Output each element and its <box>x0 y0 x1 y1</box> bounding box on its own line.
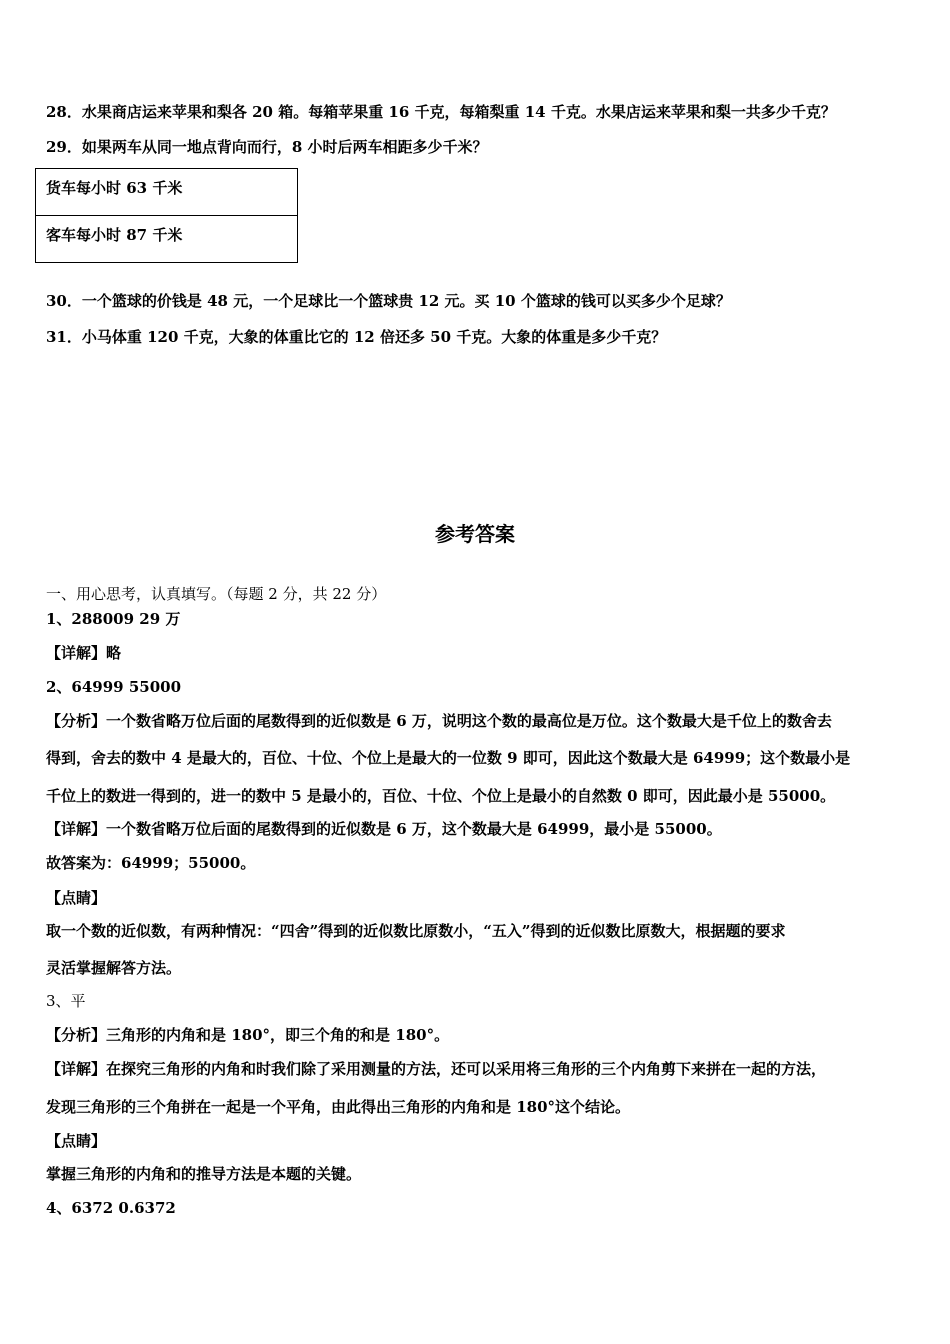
answer-3-point: 掌握三角形的内角和的推导方法是本题的关键。 <box>46 1165 362 1183</box>
answer-2-point-line-2: 灵活掌握解答方法。 <box>46 959 182 977</box>
question-29: 29．如果两车从同一地点背向而行，8 小时后两车相距多少千米？ <box>46 138 488 156</box>
answer-2-point-label: 【点睛】 <box>46 889 107 907</box>
answer-4: 4、6372 0.6372 <box>46 1199 176 1217</box>
question-28: 28．水果商店运来苹果和梨各 20 箱。每箱苹果重 16 千克，每箱梨重 14 千克。水果店运来苹果和梨一共多少千克？ <box>46 103 836 121</box>
answer-3-point-label: 【点睛】 <box>46 1132 107 1150</box>
table-row <box>36 169 298 216</box>
answer-3-detail-line-2: 发现三角形的三个角拼在一起是一个平角，由此得出三角形的内角和是 180°这个结论。 <box>46 1098 631 1116</box>
answers-title: 参考答案 <box>435 522 515 546</box>
answer-2-point-line-1: 取一个数的近似数，有两种情况：“四舍”得到的近似数比原数小，“五入”得到的近似数比原数大，根据题的要求 <box>46 922 786 940</box>
table-row <box>36 216 298 263</box>
answer-2-conclusion: 故答案为：64999；55000。 <box>46 854 256 872</box>
answer-2-analysis-line-3: 千位上的数进一得到的，进一的数中 5 是最小的，百位、十位、个位上是最小的自然数 0 即可，因此最小是 55000。 <box>46 787 836 805</box>
question-30: 30．一个篮球的价钱是 48 元，一个足球比一个篮球贵 12 元。买 10 个篮球的钱可以买多少个足球？ <box>46 292 731 310</box>
truck-speed-cell: 货车每小时 63 千米 <box>36 169 298 216</box>
answer-3-detail-line-1: 【详解】在探究三角形的内角和时我们除了采用测量的方法，还可以采用将三角形的三个内角剪下来拼在一起的方法， <box>46 1060 827 1078</box>
answer-1-detail: 【详解】略 <box>46 644 122 662</box>
bus-speed-cell: 客车每小时 87 千米 <box>36 216 298 263</box>
answer-2-analysis-line-2: 得到，舍去的数中 4 是最大的，百位、十位、个位上是最大的一位数 9 即可，因此这个数最大是 64999；这个数最小是 <box>46 749 851 767</box>
question-31: 31．小马体重 120 千克，大象的体重比它的 12 倍还多 50 千克。大象的体重是多少千克？ <box>46 328 667 346</box>
answer-2: 2、64999 55000 <box>46 678 182 696</box>
answer-1: 1、288009 29 万 <box>46 610 181 628</box>
answer-2-analysis-line-1: 【分析】一个数省略万位后面的尾数得到的近似数是 6 万，说明这个数的最高位是万位。这个数最大是千位上的数舍去 <box>46 712 832 730</box>
answer-2-detail: 【详解】一个数省略万位后面的尾数得到的近似数是 6 万，这个数最大是 64999，最小是 55000。 <box>46 820 722 838</box>
answer-3: 3、平 <box>46 992 86 1010</box>
section-heading: 一、用心思考，认真填写。（每题 2 分，共 22 分） <box>46 585 387 603</box>
answer-3-analysis: 【分析】三角形的内角和是 180°，即三个角的和是 180°。 <box>46 1026 450 1044</box>
speed-table <box>35 168 298 263</box>
